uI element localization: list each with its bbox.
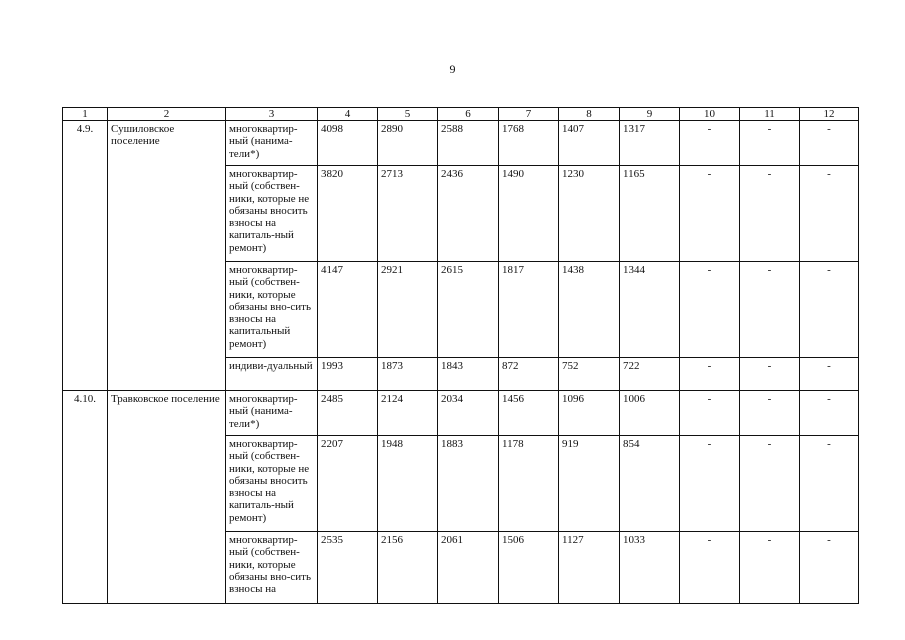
value-cell: - xyxy=(740,358,800,391)
column-number: 5 xyxy=(378,108,438,121)
value-cell: - xyxy=(800,358,859,391)
value-cell: - xyxy=(680,166,740,262)
value-cell: 1438 xyxy=(559,262,620,358)
value-cell: - xyxy=(680,436,740,532)
column-number: 10 xyxy=(680,108,740,121)
value-cell: - xyxy=(680,532,740,604)
value-cell: - xyxy=(680,121,740,166)
value-cell: 1768 xyxy=(499,121,559,166)
housing-type: многоквартир-ный (собствен-ники, которые обязаны вно-сить взносы на xyxy=(226,532,318,604)
column-number: 12 xyxy=(800,108,859,121)
value-cell: - xyxy=(800,121,859,166)
column-number: 1 xyxy=(63,108,108,121)
value-cell: 1456 xyxy=(499,391,559,436)
settlement-number: 4.10. xyxy=(63,391,108,604)
value-cell: 2890 xyxy=(378,121,438,166)
value-cell: 1407 xyxy=(559,121,620,166)
value-cell: 2921 xyxy=(378,262,438,358)
value-cell: 752 xyxy=(559,358,620,391)
value-cell: 2713 xyxy=(378,166,438,262)
value-cell: 1883 xyxy=(438,436,499,532)
value-cell: 1948 xyxy=(378,436,438,532)
settlement-number: 4.9. xyxy=(63,121,108,391)
housing-type: индиви-дуальный xyxy=(226,358,318,391)
value-cell: 2034 xyxy=(438,391,499,436)
column-number: 4 xyxy=(318,108,378,121)
value-cell: 2588 xyxy=(438,121,499,166)
value-cell: 854 xyxy=(620,436,680,532)
housing-type: многоквартир-ный (собствен-ники, которые не обязаны вносить взносы на капиталь-ный ремонт) xyxy=(226,436,318,532)
value-cell: - xyxy=(740,532,800,604)
value-cell: 722 xyxy=(620,358,680,391)
value-cell: 919 xyxy=(559,436,620,532)
value-cell: - xyxy=(740,391,800,436)
value-cell: - xyxy=(680,358,740,391)
value-cell: 1817 xyxy=(499,262,559,358)
value-cell: 1006 xyxy=(620,391,680,436)
value-cell: 1506 xyxy=(499,532,559,604)
value-cell: - xyxy=(800,436,859,532)
value-cell: 1490 xyxy=(499,166,559,262)
value-cell: - xyxy=(800,166,859,262)
value-cell: 1230 xyxy=(559,166,620,262)
value-cell: - xyxy=(800,532,859,604)
value-cell: 2124 xyxy=(378,391,438,436)
value-cell: 1033 xyxy=(620,532,680,604)
table-row xyxy=(63,121,859,166)
value-cell: 872 xyxy=(499,358,559,391)
value-cell: 1096 xyxy=(559,391,620,436)
value-cell: 4098 xyxy=(318,121,378,166)
column-number: 6 xyxy=(438,108,499,121)
column-number: 9 xyxy=(620,108,680,121)
value-cell: - xyxy=(680,262,740,358)
value-cell: 1993 xyxy=(318,358,378,391)
value-cell: 1178 xyxy=(499,436,559,532)
value-cell: - xyxy=(680,391,740,436)
tariff-table xyxy=(62,107,859,604)
value-cell: 2156 xyxy=(378,532,438,604)
value-cell: 3820 xyxy=(318,166,378,262)
value-cell: 1344 xyxy=(620,262,680,358)
value-cell: 2436 xyxy=(438,166,499,262)
value-cell: 1165 xyxy=(620,166,680,262)
value-cell: - xyxy=(740,121,800,166)
value-cell: - xyxy=(740,262,800,358)
value-cell: 2485 xyxy=(318,391,378,436)
housing-type: многоквартир-ный (собствен-ники, которые не обязаны вносить взносы на капиталь-ный ремонт) xyxy=(226,166,318,262)
value-cell: - xyxy=(740,436,800,532)
column-number: 3 xyxy=(226,108,318,121)
value-cell: 2535 xyxy=(318,532,378,604)
column-number: 8 xyxy=(559,108,620,121)
value-cell: 2615 xyxy=(438,262,499,358)
housing-type: многоквартир-ный (собствен-ники, которые обязаны вно-сить взносы на капитальный ремонт) xyxy=(226,262,318,358)
settlement-name: Сушиловское поселение xyxy=(108,121,226,391)
column-number: 2 xyxy=(108,108,226,121)
value-cell: - xyxy=(740,166,800,262)
value-cell: 1317 xyxy=(620,121,680,166)
value-cell: 1127 xyxy=(559,532,620,604)
value-cell: - xyxy=(800,391,859,436)
housing-type: многоквартир-ный (нанима-тели*) xyxy=(226,391,318,436)
value-cell: 1873 xyxy=(378,358,438,391)
table-row xyxy=(63,391,859,436)
column-number: 11 xyxy=(740,108,800,121)
value-cell: 1843 xyxy=(438,358,499,391)
value-cell: - xyxy=(800,262,859,358)
column-number-row xyxy=(63,108,859,121)
column-number: 7 xyxy=(499,108,559,121)
value-cell: 2061 xyxy=(438,532,499,604)
value-cell: 4147 xyxy=(318,262,378,358)
value-cell: 2207 xyxy=(318,436,378,532)
page-number: 9 xyxy=(449,62,456,76)
housing-type: многоквартир-ный (нанима-тели*) xyxy=(226,121,318,166)
settlement-name: Травковское поселение xyxy=(108,391,226,604)
